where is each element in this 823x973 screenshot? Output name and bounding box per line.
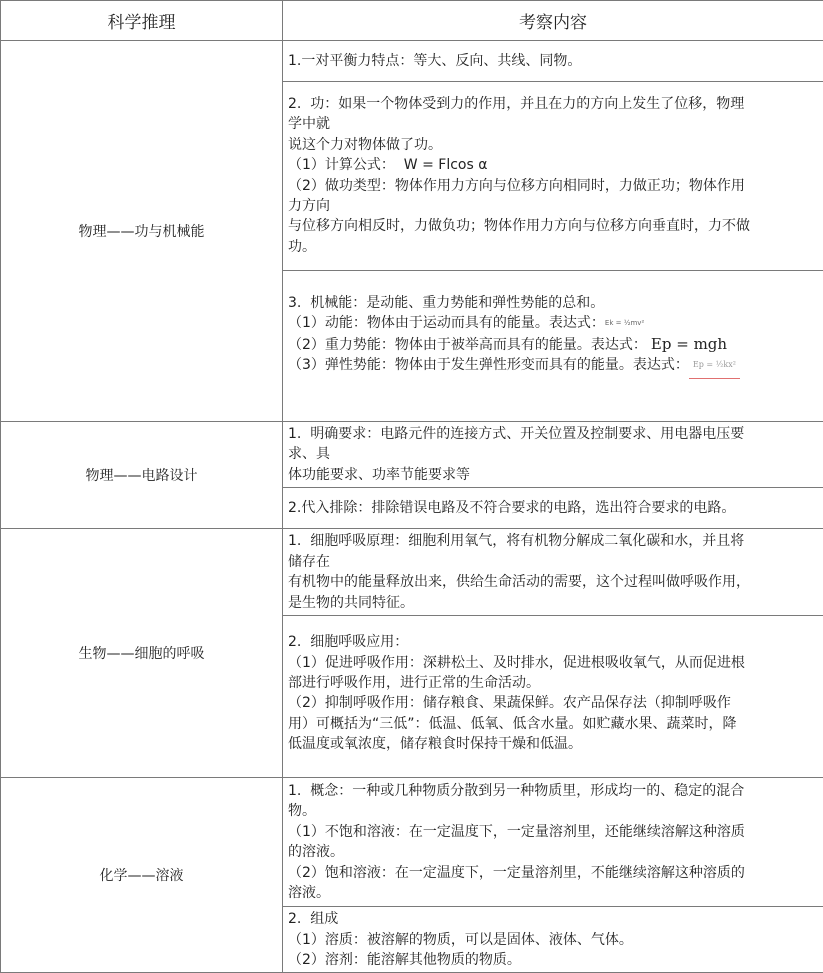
content-line: 的溶液。: [288, 842, 819, 862]
topic-work-energy: 物理——功与机械能: [1, 41, 283, 422]
kinetic-energy-formula: Ek = ½mv²: [605, 320, 644, 327]
content-line: 求、具: [288, 444, 819, 464]
content-line: 是生物的共同特征。: [288, 593, 819, 613]
content-line: 1. 细胞呼吸原理：细胞利用氧气，将有机物分解成二氧化碳和水，并且将: [288, 531, 819, 551]
content-line: 部进行呼吸作用，进行正常的生命活动。: [288, 673, 819, 693]
topic-cell-respiration: 生物——细胞的呼吸: [1, 529, 283, 778]
content-line: 1. 概念：一种或几种物质分散到另一种物质里，形成均一的、稳定的混合: [288, 781, 819, 801]
content-line: 体功能要求、功率节能要求等: [288, 465, 819, 485]
content-line: 功。: [288, 237, 819, 257]
content-line: 物。: [288, 801, 819, 821]
content-line: （1）计算公式： W = Flcos α: [288, 155, 819, 175]
table-row: [1, 778, 823, 907]
content-cell: [283, 616, 823, 778]
content-line: 说这个力对物体做了功。: [288, 135, 819, 155]
gravity-energy-formula: Ep = mgh: [651, 335, 727, 353]
topic-circuit-design: 物理——电路设计: [1, 422, 283, 529]
content-line: （1）促进呼吸作用：深耕松土、及时排水，促进根吸收氧气，从而促进根: [288, 653, 819, 673]
content-line: 1. 明确要求：电路元件的连接方式、开关位置及控制要求、用电器电压要: [288, 424, 819, 444]
table-row: [1, 422, 823, 488]
content-cell: [283, 422, 823, 488]
elastic-energy-label: （3）弹性势能：物体由于发生弹性形变而具有的能量。表达式：: [288, 357, 689, 373]
content-line: 2. 组成: [288, 909, 819, 929]
content-line: [288, 334, 819, 355]
gravity-energy-label: （2）重力势能：物体由于被举高而具有的能量。表达式：: [288, 337, 647, 353]
content-line: （2）饱和溶液：在一定温度下，一定量溶剂里，不能继续溶解这种溶质的: [288, 863, 819, 883]
content-line: 溶液。: [288, 883, 819, 903]
content-cell: [283, 778, 823, 907]
content-cell: [283, 907, 823, 973]
kinetic-energy-label: （1）动能：物体由于运动而具有的能量。表达式：: [288, 315, 605, 331]
table-header-row: [1, 1, 823, 41]
content-line: 2. 细胞呼吸应用：: [288, 632, 819, 652]
content-line: （2）溶剂：能溶解其他物质的物质。: [288, 950, 819, 970]
content-line: 2.代入排除：排除错误电路及不符合要求的电路，选出符合要求的电路。: [288, 498, 819, 518]
topic-solution: 化学——溶液: [1, 778, 283, 973]
content-line: 低温度或氧浓度，储存粮食时保持干燥和低温。: [288, 734, 819, 754]
content-line: [288, 355, 819, 379]
content-cell: [283, 82, 823, 271]
content-line: （1）溶质：被溶解的物质，可以是固体、液体、气体。: [288, 930, 819, 950]
content-line: 储存在: [288, 552, 819, 572]
content-line: 3. 机械能：是动能、重力势能和弹性势能的总和。: [288, 293, 819, 313]
content-cell: [283, 41, 823, 82]
content-line: 有机物中的能量释放出来，供给生命活动的需要，这个过程叫做呼吸作用，: [288, 572, 819, 592]
content-line: [288, 313, 819, 333]
content-line: 与位移方向相反时，力做负功；物体作用力方向与位移方向垂直时，力不做: [288, 216, 819, 236]
content-line: 2. 功：如果一个物体受到力的作用，并且在力的方向上发生了位移，物理: [288, 94, 819, 114]
content-line: （2）做功类型：物体作用力方向与位移方向相同时，力做正功；物体作用: [288, 176, 819, 196]
content-line: 用）可概括为“三低”：低温、低氧、低含水量。如贮藏水果、蔬菜时，降: [288, 714, 819, 734]
content-cell: [283, 271, 823, 422]
table-row: [1, 529, 823, 616]
header-exam-content: 考察内容: [283, 1, 823, 41]
content-line: 学中就: [288, 114, 819, 134]
table-row: [1, 41, 823, 82]
content-cell: [283, 488, 823, 529]
elastic-energy-formula: Ep = ½kx²: [689, 355, 740, 379]
content-line: 1.一对平衡力特点：等大、反向、共线、同物。: [288, 51, 819, 71]
content-line: （2）抑制呼吸作用：储存粮食、果蔬保鲜。农产品保存法（抑制呼吸作: [288, 693, 819, 713]
header-science-reasoning: 科学推理: [1, 1, 283, 41]
content-line: 力方向: [288, 196, 819, 216]
content-cell: [283, 529, 823, 616]
content-line: （1）不饱和溶液：在一定温度下，一定量溶剂里，还能继续溶解这种溶质: [288, 822, 819, 842]
